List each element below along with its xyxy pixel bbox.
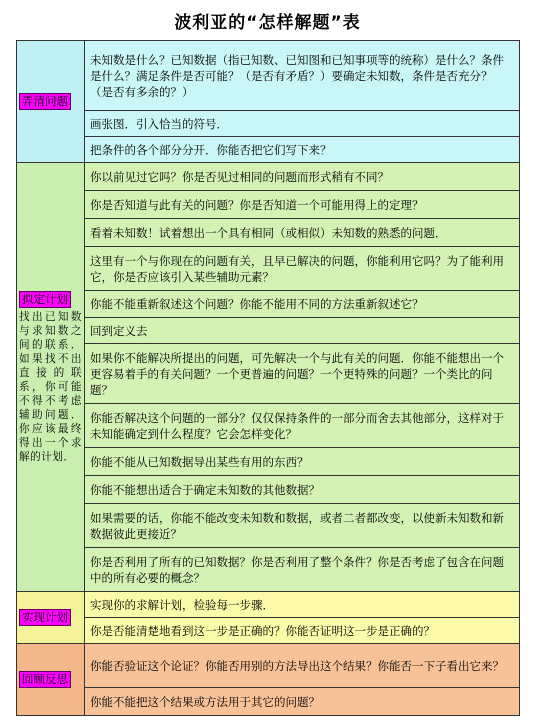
table-row [17,548,520,592]
table-row [17,191,520,219]
question-cell: 如果需要的话，你能不能改变未知数和数据，或者二者都改变，以使新未知数和新数据彼此更接近？ [85,504,520,548]
table-row [17,644,520,688]
stage-cell-look-back [17,644,85,716]
question-cell: 你以前见过它吗？你是否见过相同的问题而形式稍有不同？ [85,163,520,191]
table-row [17,688,520,716]
stage-label-plan: 拟定计划 [19,291,71,308]
question-cell: 你是否能清楚地看到这一步是正确的？你能否证明这一步是正确的？ [85,618,520,644]
table-row [17,476,520,504]
question-cell: 看着未知数！试着想出一个具有相同（或相似）未知数的熟悉的问题． [85,219,520,247]
stage-cell-plan [17,163,85,592]
question-cell: 你能不能想出适合于确定未知数的其他数据？ [85,476,520,504]
table-row [17,404,520,448]
stage-label-carry-out: 实现计划 [19,609,71,626]
table-row [17,318,520,344]
question-cell: 你是否知道与此有关的问题？你是否知道一个可能用得上的定理？ [85,191,520,219]
table-row [17,592,520,618]
question-cell: 画张图．引入恰当的符号． [85,111,520,137]
stage-cell-carry-out [17,592,85,644]
question-cell: 如果你不能解决所提出的问题，可先解决一个与此有关的问题．你能不能想出一个更容易着手的有关问题？一个更普遍的问题？一个更特殊的问题？一个类比的问题？ [85,344,520,404]
stage-cell-understand [17,41,85,163]
question-cell: 你能否验证这个论证？你能否用别的方法导出这个结果？你能否一下子看出它来？ [85,644,520,688]
table-row [17,291,520,318]
polya-table [16,40,520,716]
stage-note-plan: 找出已知数与求知数之间的联系．如果找不出直接的联系，你可能不得不考虑辅助问题．你应该最终得出一个求解的计划． [19,310,82,463]
question-cell: 这里有一个与你现在的问题有关，且早已解决的问题，你能利用它吗？为了能利用它，你是否应该引入某些辅助元素？ [85,247,520,291]
table-row [17,137,520,163]
question-cell: 把条件的各个部分分开．你能否把它们写下来？ [85,137,520,163]
question-cell: 你能不能从已知数据导出某些有用的东西？ [85,448,520,476]
page-title: 波利亚的“怎样解题”表 [174,13,361,33]
question-cell: 你能不能重新叙述这个问题？你能不能用不同的方法重新叙述它？ [85,291,520,318]
question-cell: 你能不能把这个结果或方法用于其它的问题？ [85,688,520,716]
table-row [17,41,520,111]
table-row [17,219,520,247]
question-cell: 未知数是什么？已知数据（指已知数、已知图和已知事项等的统称）是什么？条件是什么？满足条件是否可能？（是否有矛盾？）要确定未知数，条件是否充分？（是否有多余的？） [85,41,520,111]
table-row [17,504,520,548]
table-row [17,111,520,137]
table-row [17,618,520,644]
stage-label-understand: 弄清问题 [19,93,71,110]
question-cell: 实现你的求解计划，检验每一步骤． [85,592,520,618]
table-row [17,163,520,191]
question-cell: 你是否利用了所有的已知数据？你是否利用了整个条件？你是否考虑了包含在问题中的所有必要的概念？ [85,548,520,592]
stage-label-look-back: 回顾反思 [19,671,71,688]
table-row [17,448,520,476]
table-row [17,247,520,291]
table-row [17,344,520,404]
question-cell: 回到定义去 [85,318,520,344]
question-cell: 你能否解决这个问题的一部分？仅仅保持条件的一部分而舍去其他部分，这样对于未知能确定到什么程度？它会怎样变化？ [85,404,520,448]
